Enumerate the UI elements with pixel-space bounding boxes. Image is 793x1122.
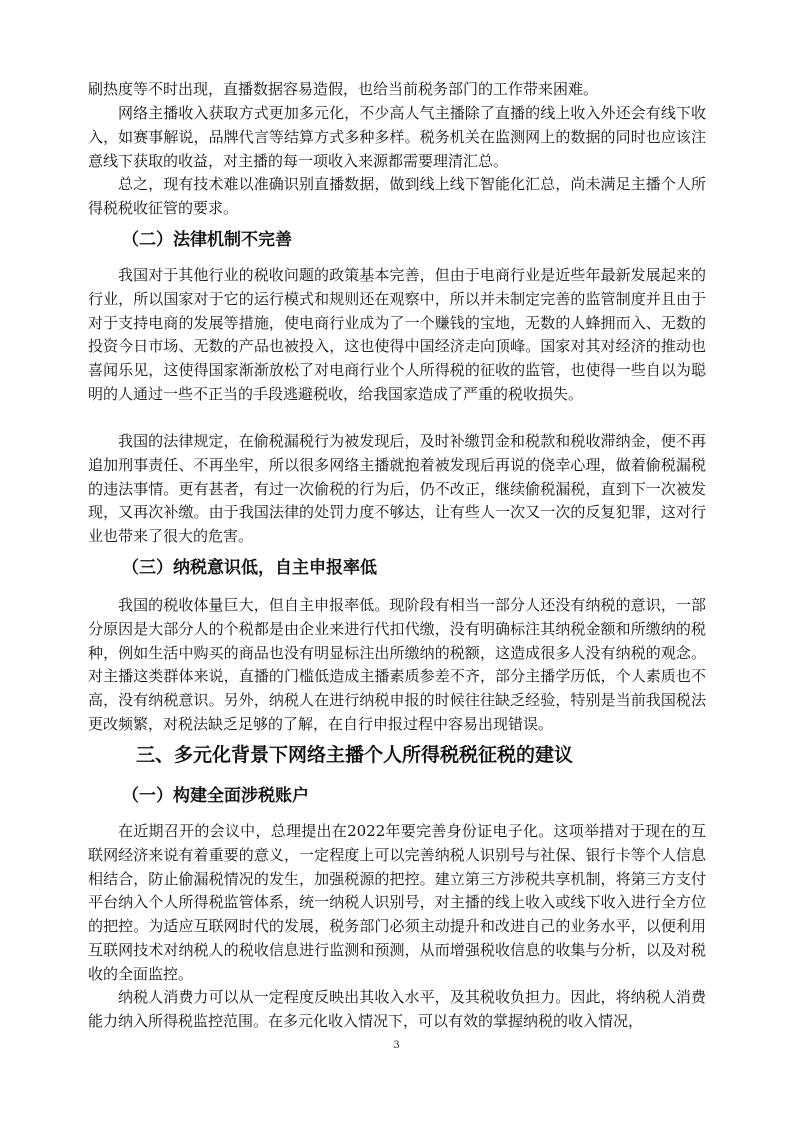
heading-tax-account: （一）构建全面涉税账户 <box>122 786 309 806</box>
body-paragraph <box>88 78 706 102</box>
body-paragraph <box>88 430 706 549</box>
subsection-heading <box>88 228 706 252</box>
body-paragraph <box>88 264 706 407</box>
paragraph-text: 纳税人消费力可以从一定程度反映出其收入水平，及其税收负担力。因此，将纳税人消费能力纳入所得税监控范围。在多元化收入情况下，可以有效的掌握纳税的收入情况， <box>88 988 706 1030</box>
paragraph-text: 刷热度等不时出现，直播数据容易造假，也给当前税务部门的工作带来困难。 <box>88 80 599 98</box>
subsection-heading <box>88 556 706 580</box>
body-paragraph <box>88 986 706 1034</box>
heading-tax-awareness: （三）纳税意识低，自主申报率低 <box>122 558 377 578</box>
heading-section-three: 三、多元化背景下网络主播个人所得税税征税的建议 <box>136 744 574 766</box>
paragraph-text: 在近期召开的会议中，总理提出在2022年要完善身份证电子化。这项举措对于现在的互联网经济来说有着重要的意义，一定程度上可以完善纳税人识别号与社保、银行卡等个人信息相结合，防止偷漏税情况的发生，加强税源的把控。建立第三方涉税共享机制，将第三方支付平台纳入个人所得税监管体系，统一纳税人识别号，对主播的线上收入或线下收入进行全方位的把控。为适应互联网时代的发展，税务部门必须主动提升和改进自己的业务水平，以便利用互联网技术对纳税人的税收信息进行监测和预测，从而增强税收信息的收集与分析，以及对税收的全面监控。 <box>88 822 706 983</box>
heading-legal-mechanism: （二）法律机制不完善 <box>122 230 292 250</box>
body-paragraph <box>88 594 706 737</box>
subsection-heading <box>88 784 706 808</box>
paragraph-text: 我国对于其他行业的税收问题的政策基本完善，但由于电商行业是近些年最新发展起来的行业，所以国家对于它的运行模式和规则还在观察中，所以并未制定完善的监管制度并且由于对于支持电商的发展等措施，使电商行业成为了一个赚钱的宝地，无数的人蜂拥而入、无数的投资今日市场、无数的产品也被投入，这也使得中国经济走向顶峰。国家对其对经济的推动也喜闻乐见，这使得国家渐渐放松了对电商行业个人所得税的征收的监管，也使得一些自以为聪明的人通过一些不正当的手段逃避税收，给我国家造成了严重的税收损失。 <box>88 266 706 403</box>
page-number: 3 <box>393 1040 400 1051</box>
paragraph-text: 网络主播收入获取方式更加多元化，不少高人气主播除了直播的线上收入外还会有线下收入，如赛事解说，品牌代言等结算方式多种多样。税务机关在监测网上的数据的同时也应该注意线下获取的收益，对主播的每一项收入来源都需要理清汇总。 <box>88 104 706 170</box>
paragraph-text: 我国的法律规定，在偷税漏税行为被发现后，及时补缴罚金和税款和税收滞纳金，便不再追加刑事责任、不再坐牢，所以很多网络主播就抱着被发现后再说的侥幸心理，做着偷税漏税的违法事情。更有甚者，有过一次偷税的行为后，仍不改正，继续偷税漏税，直到下一次被发现，又再次补缴。由于我国法律的处罚力度不够达，让有些人一次又一次的反复犯罪，这对行业也带来了很大的危害。 <box>88 432 706 546</box>
section-heading <box>88 742 706 768</box>
paragraph-text: 我国的税收体量巨大，但自主申报率低。现阶段有相当一部分人还没有纳税的意识，一部分原因是大部分人的个税都是由企业来进行代扣代缴，没有明确标注其纳税金额和所缴纳的税种，例如生活中购买的商品也没有明显标注出所缴纳的税额，这造成很多人没有纳税的观念。对主播这类群体来说，直播的门槛低造成主播素质参差不齐，部分主播学历低，个人素质也不高，没有纳税意识。另外，纳税人在进行纳税申报的时候往往缺乏经验，特别是当前我国税法更改频繁，对税法缺乏足够的了解，在自行申报过程中容易出现错误。 <box>88 596 706 733</box>
body-paragraph <box>88 102 706 173</box>
body-paragraph <box>88 173 706 221</box>
paragraph-text: 总之，现有技术难以准确识别直播数据，做到线上线下智能化汇总，尚未满足主播个人所得税税收征管的要求。 <box>88 175 706 217</box>
body-paragraph <box>88 820 706 987</box>
